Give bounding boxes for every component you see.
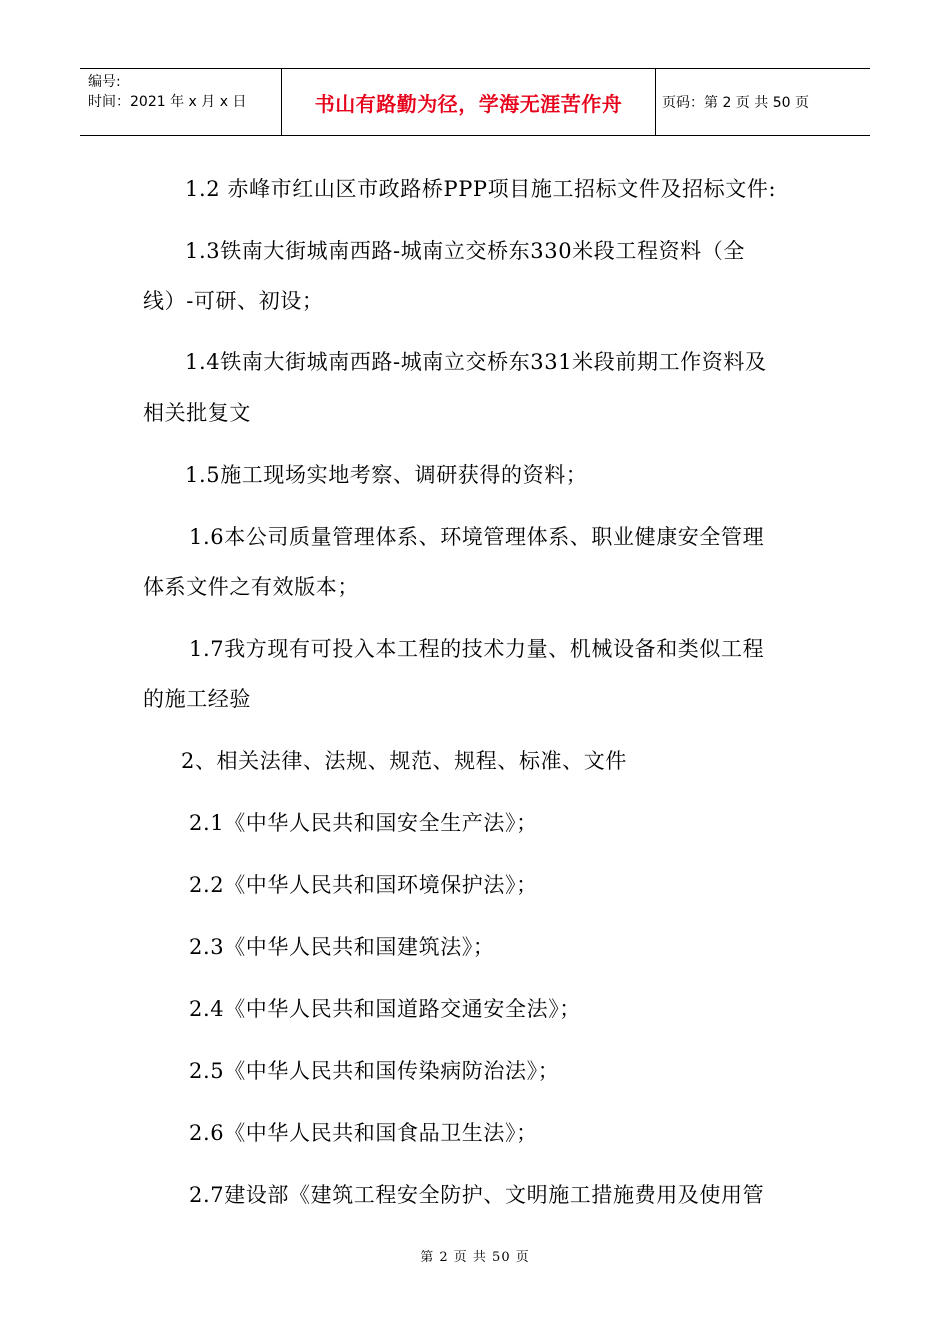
header-number-label: 编号: (88, 74, 121, 90)
text-line: 1.5施工现场实地考察、调研获得的资料； (185, 463, 588, 487)
text-line: 相关批复文 (143, 401, 251, 425)
header-motto: 书山有路勤为径，学海无涯苦作舟 (282, 69, 656, 135)
text-line: 2.5《中华人民共和国传染病防治法》； (189, 1059, 560, 1083)
text-line: 线）-可研、初设； (143, 289, 324, 313)
text-line: 2.1《中华人民共和国安全生产法》； (189, 811, 538, 835)
text-line: 1.6本公司质量管理体系、环境管理体系、职业健康安全管理 (189, 525, 765, 549)
page-footer: 第 2 页 共 50 页 (420, 1250, 530, 1265)
header-meta (80, 69, 282, 135)
text-line: 1.4铁南大街城南西路-城南立交桥东331米段前期工作资料及 (185, 350, 767, 374)
text-line: 2.3《中华人民共和国建筑法》； (189, 935, 495, 959)
text-line: 1.3铁南大街城南西路-城南立交桥东330米段工程资料（全 (185, 239, 745, 263)
header-page-info: 页码：第 2 页 共 50 页 (662, 95, 809, 111)
page-header (80, 68, 870, 136)
text-line: 1.7我方现有可投入本工程的技术力量、机械设备和类似工程 (189, 637, 765, 661)
text-line: 2.4《中华人民共和国道路交通安全法》； (189, 997, 581, 1021)
text-line: 体系文件之有效版本； (143, 575, 359, 599)
header-time-label: 时间：2021 年 x 月 x 日 (88, 94, 247, 110)
text-line: 2.2《中华人民共和国环境保护法》； (189, 873, 538, 897)
text-line: 2.7建设部《建筑工程安全防护、文明施工措施费用及使用管 (189, 1183, 765, 1207)
section-heading: 2、相关法律、法规、规范、规程、标准、文件 (181, 749, 627, 773)
text-line: 1.2 赤峰市红山区市政路桥PPP项目施工招标文件及招标文件: (185, 177, 777, 201)
text-line: 的施工经验 (143, 687, 251, 711)
text-line: 2.6《中华人民共和国食品卫生法》； (189, 1121, 538, 1145)
